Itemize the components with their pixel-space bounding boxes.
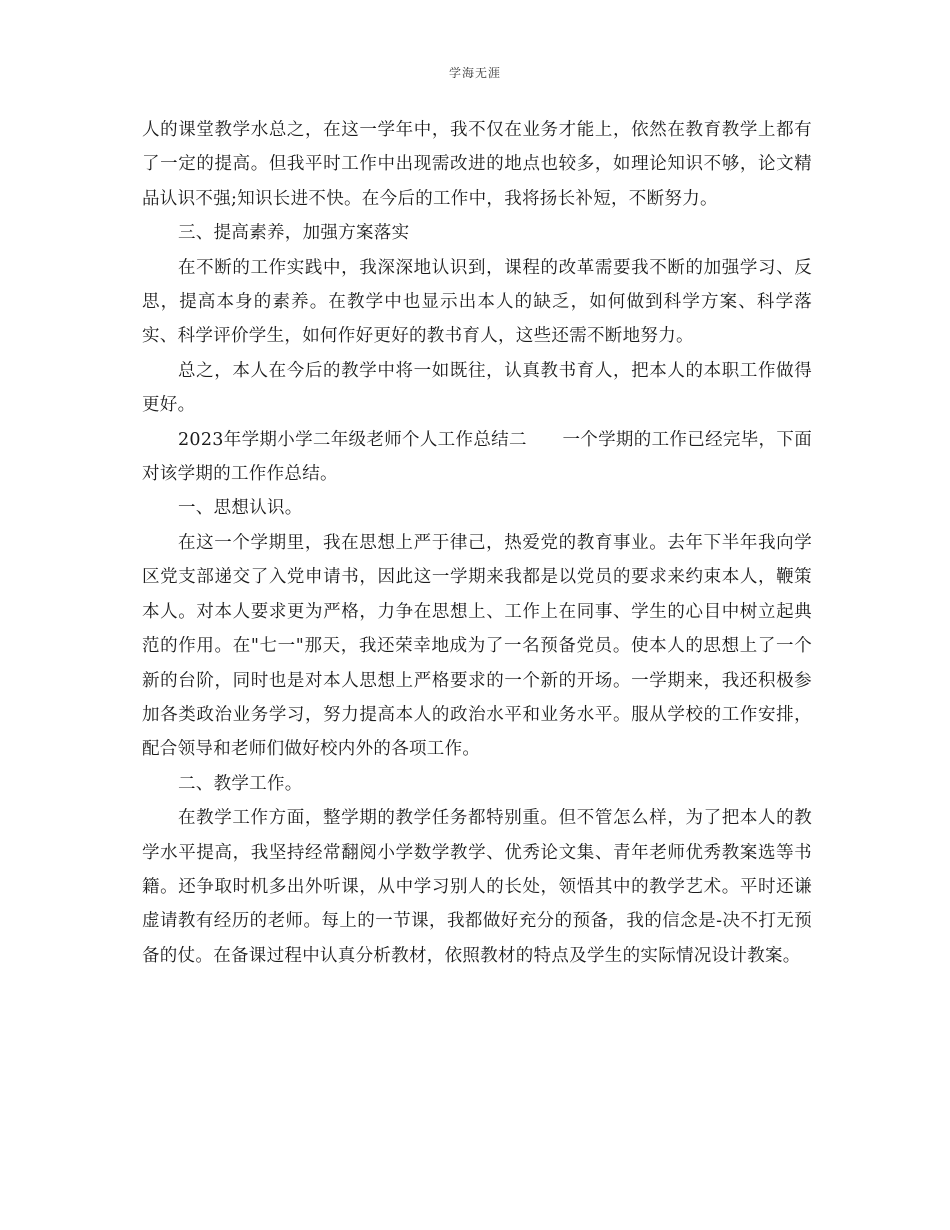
- section-heading-one: 一、思想认识。: [178, 498, 303, 519]
- paragraph-practice: 在不断的工作实践中，我深深地认识到，课程的改革需要我不断的加强学习、反思，提高本身的素养。在教学中也显示出本人的缺乏，如何做到科学方案、科学落实、科学评价学生，如何作好更好的教书育人，这些还需不断地努力。: [142, 257, 812, 347]
- paragraph-continuation: 人的课堂教学水总之，在这一学年中，我不仅在业务才能上，依然在教育教学上都有了一定的提高。但我平时工作中出现需改进的地点也较多，如理论知识不够，论文精品认识不强;知识长进不快。在今后的工作中，我将扬长补短，不断努力。: [142, 120, 812, 209]
- section-heading-three: 三、提高素养，加强方案落实: [178, 223, 410, 244]
- document-body: [142, 113, 812, 973]
- page-header: 学海无涯: [448, 66, 501, 80]
- paragraph-teaching: 在教学工作方面，整学期的教学任务都特别重。但不管怎么样，为了把本人的教学水平提高，我坚持经常翻阅小学数学教学、优秀论文集、青年老师优秀教案选等书籍。还争取时机多出外听课，从中学习别人的长处，领悟其中的教学艺术。平时还谦虚请教有经历的老师。每上的一节课，我都做好充分的预备，我的信念是-决不打无预备的仗。在备课过程中认真分析教材，依照教材的特点及学生的实际情况设计教案。: [142, 808, 812, 966]
- section-heading-two: 二、教学工作。: [178, 773, 303, 794]
- paragraph-ideology: 在这一个学期里，我在思想上严于律己，热爱党的教育事业。去年下半年我向学区党支部递交了入党申请书，因此这一学期来我都是以党员的要求来约束本人，鞭策本人。对本人要求更为严格，力争在思想上、工作上在同事、学生的心目中树立起典范的作用。在"七一"那天，我还荣幸地成为了一名预备党员。使本人的思想上了一个新的台阶，同时也是对本人思想上严格要求的一个新的开场。一学期来，我还积极参加各类政治业务学习，努力提高本人的政治水平和业务水平。服从学校的工作安排，配合领导和老师们做好校内外的各项工作。: [142, 532, 812, 760]
- paragraph-summary-two-intro: 2023年学期小学二年级老师个人工作总结二 一个学期的工作已经完毕，下面对该学期的工作作总结。: [142, 429, 812, 485]
- paragraph-conclusion: 总之，本人在今后的教学中将一如既往，认真教书育人，把本人的本职工作做得更好。: [142, 360, 812, 416]
